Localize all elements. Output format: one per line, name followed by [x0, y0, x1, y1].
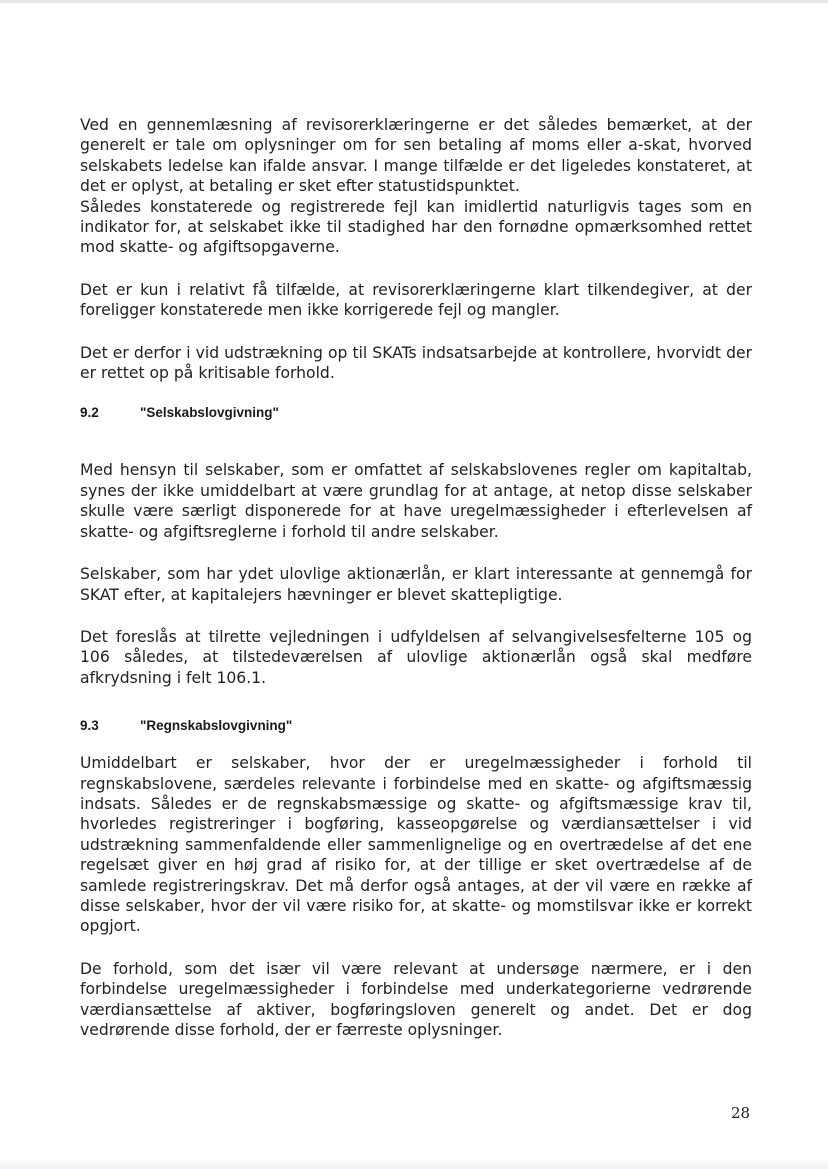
- paragraph-konstaterede-fejl: Det er kun i relativt få tilfælde, at revisorerklæringerne klart tilkendegiver, at der foreligger konstaterede men ikke korrigerede fejl og mangler.: [80, 280, 752, 320]
- paragraph-underkategorier: De forhold, som det især vil være relevant at undersøge nærmere, er i den forbindelse uregelmæssigheder i forbindelse med underkategorierne vedrørende værdiansættelse af aktiver, bogføringsloven generelt og andet. Det er dog vedrørende disse forhold, der er færreste oplysninger.: [80, 959, 752, 1039]
- section-title: "Selskabslovgivning": [140, 405, 279, 421]
- document-page: [80, 115, 752, 1062]
- section-title: "Regnskabslovgivning": [140, 718, 293, 734]
- paragraph-skats-indsats: Det er derfor i vid udstrækning op til SKATs indsatsarbejde at kontrollere, hvorvidt der er rettet op på kritisable forhold.: [80, 343, 752, 383]
- section-heading-9-2: [80, 405, 752, 420]
- section-heading-9-3: [80, 718, 752, 733]
- paragraph-aktionaerlaan: Selskaber, som har ydet ulovlige aktionærlån, er klart interessante at gennemgå for SKAT efter, at kapitalejers hævninger er blevet skattepligtige.: [80, 565, 752, 604]
- paragraph-indikator: Således konstaterede og registrerede fejl kan imidlertid naturligvis tages som en indikator for, at selskabet ikke til stadighed har den fornødne opmærksomhed rettet mod skatte- og afgiftsopgaverne.: [80, 197, 752, 257]
- section-number: 9.3: [80, 718, 99, 734]
- page-number: 28: [731, 1104, 751, 1122]
- section-number: 9.2: [80, 405, 99, 421]
- paragraph-kapitaltab: Med hensyn til selskaber, som er omfattet af selskabslovenes regler om kapitaltab, synes der ikke umiddelbart at være grundlag for at antage, at netop disse selskaber skulle være særligt disponerede for at have uregelmæssigheder i efterlevelsen af skatte- og afgiftsreglerne i forhold til andre selskaber.: [80, 461, 752, 541]
- paragraph-regnskabslove: Umiddelbart er selskaber, hvor der er uregelmæssigheder i forhold til regnskabslovene, særdeles relevante i forbindelse med en skatte- og afgiftsmæssig indsats. Således er de regnskabsmæssige og skatte- og afgiftsmæssige krav til, hvorledes registreringer i bogføring, kasseopgørelse og værdiansættelser i vid udstrækning sammenfaldende eller sammenlignelige og en overtrædelse af det ene regelsæt giver en høj grad af risiko for, at der tillige er sket overtrædelse af de samlede registreringskrav. Det må derfor også antages, at der vil være en række af disse selskaber, hvor der vil være risiko for, at skatte- og momstilsvar ikke er korrekt opgjort.: [80, 754, 752, 936]
- scan-top-edge: [0, 0, 828, 3]
- scan-bottom-edge: [0, 1159, 828, 1169]
- paragraph-selvangivelsesfelter: Det foreslås at tilrette vejledningen i udfyldelsen af selvangivelsesfelterne 105 og 106 således, at tilstedeværelsen af ulovlige aktionærlån også skal medføre afkrydsning i felt 106.1.: [80, 627, 752, 687]
- paragraph-revisorerklaeringer: Ved en gennemlæsning af revisorerklæringerne er det således bemærket, at der generelt er tale om oplysninger om for sen betaling af moms eller a-skat, hvorved selskabets ledelse kan ifalde ansvar. I mange tilfælde er det ligeledes konstateret, at det er oplyst, at betaling er sket efter statustidspunktet.: [80, 116, 752, 196]
